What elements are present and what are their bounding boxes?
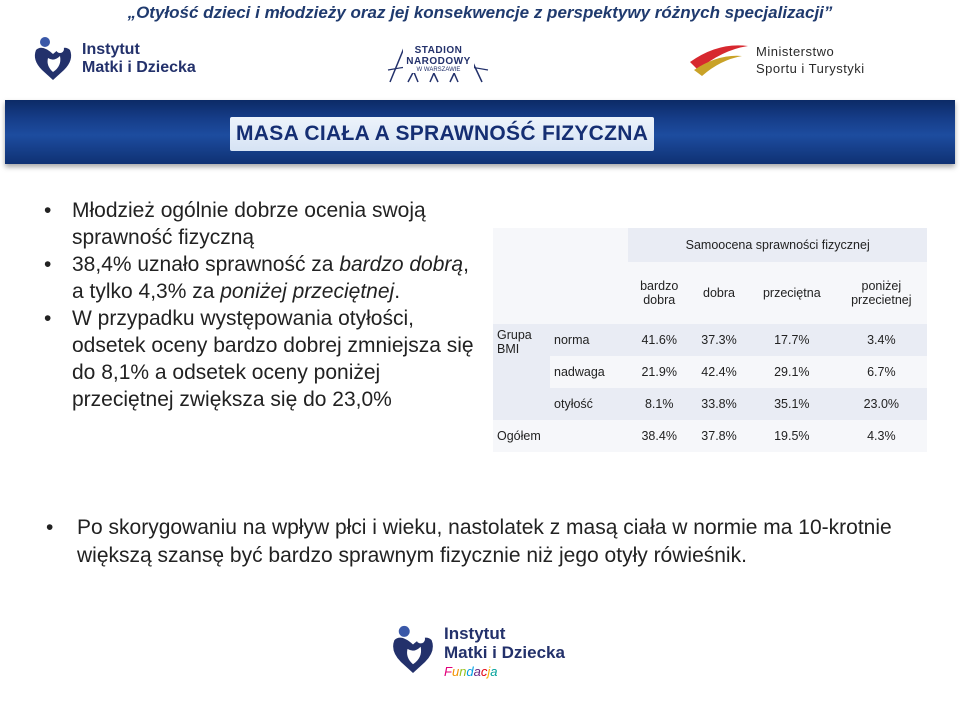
table-corner [493, 262, 628, 324]
heart-figures-icon [390, 624, 436, 676]
column-header: bardzo dobra [628, 262, 690, 324]
imd-logo-line1: Instytut [82, 41, 140, 58]
foundation-letter: a [473, 664, 481, 679]
bullet-list [44, 197, 484, 413]
foundation-letter: n [459, 664, 467, 679]
imd-logo-line2: Matki i Dziecka [82, 59, 196, 76]
bullet-text: poniżej przeciętnej [220, 280, 395, 303]
foundation-logo-line3 [444, 662, 565, 682]
table-cell: 6.7% [836, 356, 927, 388]
row-label: norma [550, 324, 628, 356]
foundation-letter: c [480, 664, 488, 679]
column-header: dobra [690, 262, 748, 324]
logo-bar [0, 28, 960, 98]
foundation-logo-line1: Instytut [444, 624, 506, 643]
bullet-item [44, 305, 484, 413]
slide-title: MASA CIAŁA A SPRAWNOŚĆ FIZYCZNA [230, 117, 654, 151]
table-group-header: Samoocena sprawności fizycznej [628, 228, 927, 262]
stadion-logo-line2: NARODOWY [406, 56, 471, 67]
bullet-item [44, 251, 484, 305]
foundation-letter: F [444, 664, 452, 679]
bullet-text: Młodzież ogólnie dobrze ocenia swoją sprawność fizyczną [72, 199, 426, 249]
heart-figures-icon [32, 36, 74, 82]
foundation-logo [390, 624, 565, 682]
bottom-note-text: Po skorygowaniu na wpływ płci i wieku, nastolatek z masą ciała w normie ma 10-krotnie większą szansę być bardzo sprawnym fizycznie niż jego otyły rówieśnik. [77, 516, 892, 567]
table-cell: 21.9% [628, 356, 690, 388]
presentation-title: „Otyłość dzieci i młodzieży oraz jej konsekwencje z perspektywy różnych specjalizacji” [127, 3, 833, 22]
total-cell: 38.4% [628, 420, 690, 452]
foundation-letter: a [490, 664, 498, 679]
bullet-text: , a tylko 4,3% za [72, 253, 469, 303]
table-cell: 17.7% [748, 324, 836, 356]
table-cell: 3.4% [836, 324, 927, 356]
column-header: przeciętna [748, 262, 836, 324]
table-cell: 41.6% [628, 324, 690, 356]
fitness-table [493, 228, 927, 452]
table-cell: 42.4% [690, 356, 748, 388]
bullet-item [44, 197, 484, 251]
foundation-letter: d [466, 664, 474, 679]
imd-logo [32, 36, 196, 82]
total-row-label: Ogółem [493, 420, 628, 452]
row-label: otyłość [550, 388, 628, 420]
bottom-note [46, 514, 926, 570]
bullet-text: . [394, 280, 401, 303]
ministry-logo [688, 40, 865, 80]
table-cell: 37.3% [690, 324, 748, 356]
bullet-text: bardzo dobrą [339, 253, 464, 276]
column-header: poniżej przecietnej [836, 262, 927, 324]
foundation-letter: j [487, 664, 491, 679]
total-cell: 19.5% [748, 420, 836, 452]
row-label: nadwaga [550, 356, 628, 388]
table-cell: 35.1% [748, 388, 836, 420]
table-corner [493, 228, 628, 262]
ministry-swoosh-icon [688, 40, 750, 80]
row-group-label: Grupa BMI [493, 324, 550, 420]
bullet-text: W przypadku występowania otyłości, odsetek oceny bardzo dobrej zmniejsza się do 8,1% a odsetek oceny poniżej przeciętnej zwiększa się do 23,0% [72, 307, 474, 411]
stadion-logo [386, 40, 491, 71]
bullet-icon: • [46, 516, 54, 539]
total-cell: 4.3% [836, 420, 927, 452]
ministry-logo-line2: Sportu i Turystyki [756, 61, 865, 76]
bullet-text: 38,4% uznało sprawność za [72, 253, 340, 276]
table-cell: 33.8% [690, 388, 748, 420]
ministry-logo-line1: Ministerstwo [756, 44, 835, 59]
total-cell: 37.8% [690, 420, 748, 452]
stadion-logo-line1: STADION [414, 45, 463, 56]
stadion-logo-line3: W WARSZAWIE [416, 67, 461, 73]
foundation-logo-line2: Matki i Dziecka [444, 643, 565, 662]
table-cell: 23.0% [836, 388, 927, 420]
table-cell: 8.1% [628, 388, 690, 420]
table-cell: 29.1% [748, 356, 836, 388]
foundation-letter: u [451, 664, 460, 679]
